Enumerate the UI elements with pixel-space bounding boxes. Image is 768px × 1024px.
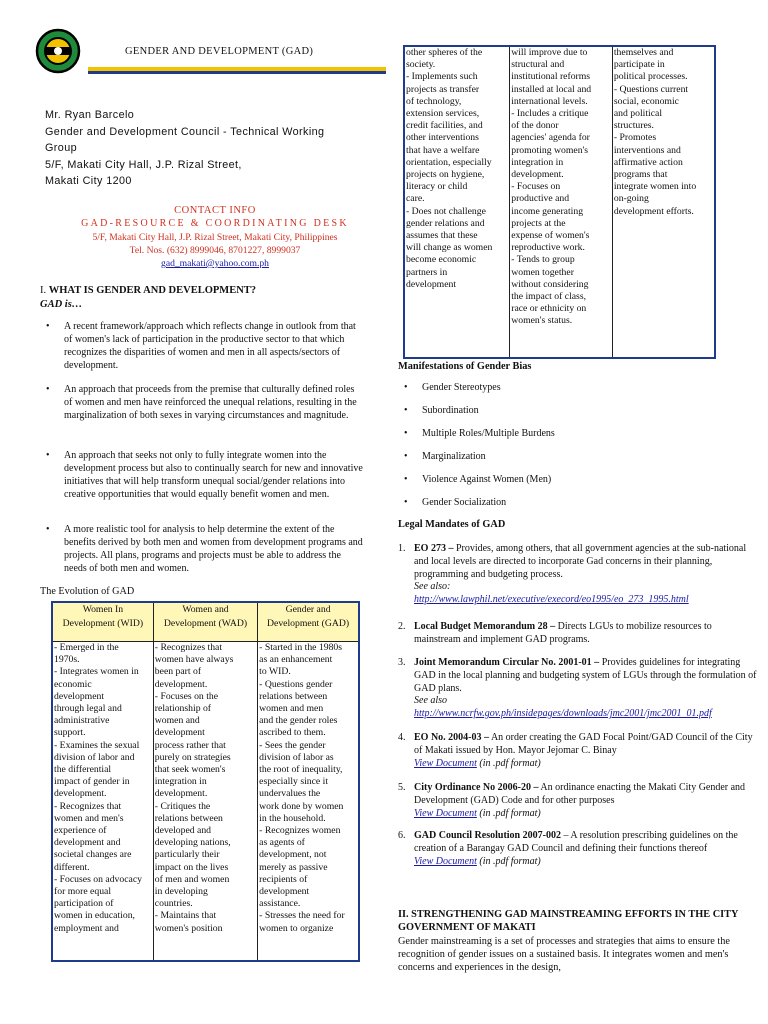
table-header-gad: Gender and Development (GAD) — [258, 602, 359, 642]
list-item: 4. EO No. 2004-03 – An order creating the GAD Focal Point/GAD Council of the City of Makati issued by Hon. Mayor Jejomar C. Binay View Document (in .pdf format) — [398, 732, 753, 769]
list-item: • Gender Socialization — [404, 497, 507, 508]
table-row — [404, 46, 715, 358]
table-header-row — [52, 602, 359, 642]
address-line: Group — [45, 142, 78, 154]
contact-heading: CONTACT INFO — [174, 205, 256, 216]
address-line: Makati City 1200 — [45, 175, 132, 187]
section-1-number: I. — [40, 285, 49, 296]
table-cell-wad: will improve due to structural and institutional reforms installed at local and international levels. - Includes a critique of the donor agencies' agenda for promoting women's integration in development. - Focuses on productive and income generating projects at the expense of women's reproductive work. - Tends to group women together without considering the impact of class, race or ethnicity on women's status. — [510, 46, 613, 358]
list-item: • Gender Stereotypes — [404, 382, 501, 393]
bullet-icon: • — [404, 382, 408, 393]
gender-bias-list — [398, 381, 748, 519]
list-item: 2. Local Budget Memorandum 28 – Directs LGUs to mobilize resources to mainstream and implement GAD programs. — [398, 621, 712, 645]
section-1-subtitle: GAD is… — [40, 299, 83, 310]
table-row — [52, 642, 359, 962]
legal-mandates-list — [398, 543, 760, 868]
list-item: • An approach that seeks not only to fully integrate women into the development process but also to continually search for new and innovative initiatives that will help transform unequal social/gender relations into creative opportunities that would equally benefit women and men. — [46, 450, 363, 500]
table-cell-wad: - Recognizes that women have always been part of development. - Focuses on the relationship of women and development process rather that purely on strategies that seek women's integration in development. - Critiques the relations between developed and developing nations, particularly their impact on the lives of men and women in developing countries. - Maintains that women's position — [153, 642, 257, 962]
lawphil-link[interactable]: http://www.lawphil.net/executive/execord/eo1995/eo_273_1995.html — [414, 594, 689, 606]
contact-email-link[interactable]: gad_makati@yahoo.com.ph — [161, 258, 269, 269]
list-item: • Subordination — [404, 405, 479, 416]
view-document-link[interactable]: View Document — [414, 855, 477, 867]
table-header-wid: Women In Development (WID) — [52, 602, 153, 642]
gad-definition-list — [40, 320, 365, 575]
bullet-icon: • — [404, 451, 408, 462]
section-2-paragraph: Gender mainstreaming is a set of processes and strategies that aims to ensure the recognition of gender issues on a sustained basis. It integrates women and men's concerns and experiences in the design, — [398, 936, 730, 973]
list-item: • Multiple Roles/Multiple Burdens — [404, 428, 555, 439]
bullet-icon: • — [46, 450, 50, 461]
list-item: • An approach that proceeds from the premise that culturally defined roles of women and men have reinforced the unequal relations, resulting in the marginalization of both sexes in varying circumstances and magnitude. — [46, 384, 357, 421]
list-item: 1. EO 273 – Provides, among others, that all government agencies at the sub-national and local levels are directed to incorporate Gad concerns in their planning, programming and budgeting process. See also: http://www.lawphil.net/executive/execord/eo1995/eo_273_1995.html — [398, 543, 747, 606]
table-cell-gad: - Started in the 1980s as an enhancement to WID. - Questions gender relations between women and men and the gender roles ascribed to them. - Sees the gender division of labor as the root of inequality, especially since it undervalues the work done by women in the household. - Recognizes women as agents of development, not merely as passive recipients of development assistance. - Stresses the need for women to organize — [258, 642, 359, 962]
list-item: 3. Joint Memorandum Circular No. 2001-01 – Provides guidelines for integrating GAD in the local planning and budgeting system of LGUs through the formulation of GAD plans. See also http://www.ncrfw.gov.ph/insidepages/downloads/jmc2001/jmc2001_01.pdf — [398, 657, 757, 720]
legal-mandates-heading: Legal Mandates of GAD — [398, 519, 506, 530]
gender-bias-heading: Manifestations of Gender Bias — [398, 361, 532, 372]
section-1-title — [40, 285, 256, 296]
view-document-link[interactable]: View Document — [414, 757, 477, 769]
section-2-title: II. STRENGTHENING GAD MAINSTREAMING EFFORTS IN THE CITY GOVERNMENT OF MAKATI — [398, 909, 739, 933]
page-header-title: GENDER AND DEVELOPMENT (GAD) — [125, 46, 314, 57]
list-item: • A more realistic tool for analysis to help determine the extent of the benefits derived by both men and women from development programs and projects. All plans, programs and projects must be able to address the needs of both men and women. — [46, 524, 363, 574]
bullet-icon: • — [404, 474, 408, 485]
evolution-label: The Evolution of GAD — [40, 586, 135, 597]
bullet-icon: • — [404, 428, 408, 439]
table-cell-wid: other spheres of the society. - Implements such projects as transfer of technology, extension services, credit facilities, and other interventions that have a welfare orientation, especially projects on hygiene, literacy or child care. - Does not challenge gender relations and assumes that these will change as women become economic partners in development — [404, 46, 510, 358]
bullet-icon: • — [404, 405, 408, 416]
list-item: • A recent framework/approach which reflects change in outlook from that of women's lack of participation in the productive sector to that which recognizes the disparities of women and men in all aspects/sectors of development. — [46, 321, 356, 371]
gad-logo — [35, 28, 81, 74]
contact-desk: GAD-RESOURCE & COORDINATING DESK — [81, 218, 349, 229]
contact-address-block — [45, 107, 324, 190]
evolution-table — [51, 601, 360, 962]
header-divider-blue — [88, 71, 386, 74]
contact-tel: Tel. Nos. (632) 8999046, 8701227, 8999037 — [129, 245, 301, 256]
section-1-heading: WHAT IS GENDER AND DEVELOPMENT? — [48, 285, 257, 296]
bullet-icon: • — [46, 524, 50, 535]
address-line: Mr. Ryan Barcelo — [45, 109, 135, 121]
ncrfw-link[interactable]: http://www.ncrfw.gov.ph/insidepages/downloads/jmc2001/jmc2001_01.pdf — [414, 708, 712, 720]
list-item: • Violence Against Women (Men) — [404, 474, 552, 485]
table-cell-gad: themselves and participate in political processes. - Questions current social, economic and political structures. - Promotes interventions and affirmative action programs that integrate women into on-going development efforts. — [612, 46, 715, 358]
view-document-link[interactable]: View Document — [414, 807, 477, 819]
address-line: Gender and Development Council - Technical Working — [45, 125, 325, 138]
contact-address: 5/F, Makati City Hall, J.P. Rizal Street, Makati City, Philippines — [92, 232, 338, 243]
bullet-icon: • — [46, 321, 50, 332]
list-item: • Marginalization — [404, 451, 486, 462]
bullet-icon: • — [404, 497, 408, 508]
list-item: 5. City Ordinance No 2006-20 – An ordinance enacting the Makati City Gender and Development (GAD) Code and for other purposes View Document (in .pdf format) — [398, 782, 746, 819]
bullet-icon: • — [46, 384, 50, 395]
evolution-table-continued — [403, 45, 716, 359]
table-cell-wid: - Emerged in the 1970s. - Integrates women in economic development through legal and administrative support. - Examines the sexual division of labor and the differential impact of gender in development. - Recognizes that women and men's experience of development and societal changes are different. - Focuses on advocacy for more equal participation of women in education, employment and — [52, 642, 153, 962]
table-header-wad: Women and Development (WAD) — [153, 602, 257, 642]
list-item: 6. GAD Council Resolution 2007-002 – A resolution prescribing guidelines on the creation of a Barangay GAD Council and defining their functions thereof View Document (in .pdf format) — [398, 830, 738, 867]
address-line: 5/F, Makati City Hall, J.P. Rizal Street, — [45, 158, 242, 171]
